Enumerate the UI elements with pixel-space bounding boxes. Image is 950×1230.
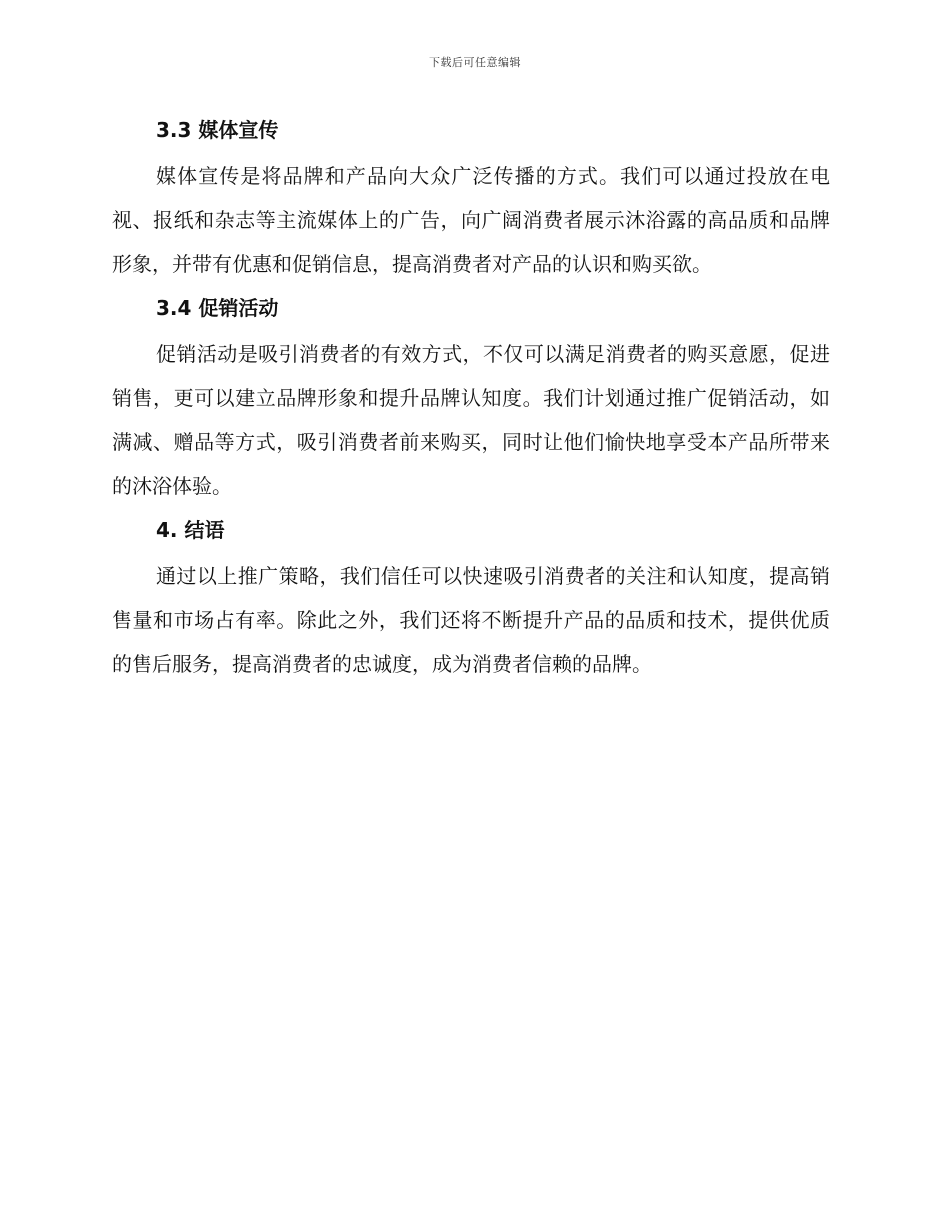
section-heading-promotion: 3.4 促销活动 — [156, 296, 279, 320]
document-body — [112, 112, 830, 686]
section-heading-conclusion: 4. 结语 — [156, 518, 225, 542]
section-paragraph-conclusion: 通过以上推广策略，我们信任可以快速吸引消费者的关注和认知度，提高销售量和市场占有率。除此之外，我们还将不断提升产品的品质和技术，提供优质的售后服务，提高消费者的忠诚度，成为消费者信赖的品牌。 — [112, 564, 830, 676]
section-heading-media: 3.3 媒体宣传 — [156, 118, 279, 142]
section-paragraph-media: 媒体宣传是将品牌和产品向大众广泛传播的方式。我们可以通过投放在电视、报纸和杂志等主流媒体上的广告，向广阔消费者展示沐浴露的高品质和品牌形象，并带有优惠和促销信息，提高消费者对产品的认识和购买欲。 — [112, 164, 830, 276]
page-header: 下载后可任意编辑 — [429, 56, 521, 69]
section-paragraph-promotion: 促销活动是吸引消费者的有效方式，不仅可以满足消费者的购买意愿，促进销售，更可以建立品牌形象和提升品牌认知度。我们计划通过推广促销活动，如满减、赠品等方式，吸引消费者前来购买，同时让他们愉快地享受本产品所带来的沐浴体验。 — [112, 342, 830, 498]
